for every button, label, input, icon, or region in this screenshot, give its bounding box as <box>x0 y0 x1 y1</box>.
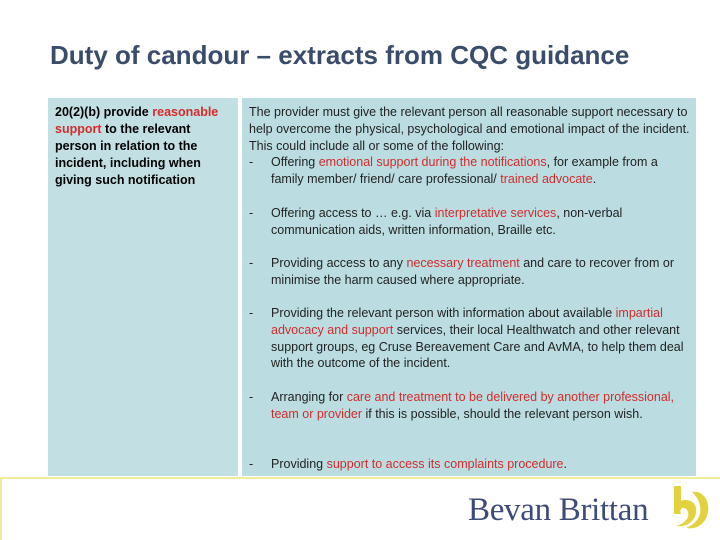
bullet-dash: - <box>249 155 254 169</box>
list-item-highlight: emotional support during the notifications <box>318 155 547 169</box>
brand-logo-text: Bevan Brittan <box>468 492 649 528</box>
list-item-text: . <box>592 171 597 186</box>
list-item-text: if this is possible, should the relevant person wish. <box>362 406 643 421</box>
bullet-dash: - <box>249 306 254 320</box>
list-item <box>249 205 689 239</box>
regulation-text <box>55 104 235 189</box>
list-item-text: Offering <box>271 155 319 169</box>
bullet-dash: - <box>249 206 254 220</box>
list-item-highlight: interpretative services <box>434 206 557 220</box>
list-item-highlight: necessary treatment <box>406 256 520 270</box>
list-item-highlight: trained advocate <box>500 171 593 186</box>
list-item-text: Arranging for <box>271 390 347 404</box>
list-item-text: , for example from a family member/ friend/ care professional/ <box>271 155 658 186</box>
guidance-cell <box>242 98 696 476</box>
regulation-text-part: to the relevant person in relation to the incident, including when giving such notification <box>55 122 201 187</box>
guidance-table <box>48 98 696 476</box>
list-item-highlight: care and treatment to be delivered by another professional, team or provider <box>271 390 675 421</box>
list-item-text: Providing <box>271 457 327 471</box>
regulation-highlight: reasonable support <box>55 105 219 136</box>
slide-title: Duty of candour – extracts from CQC guidance <box>50 40 630 70</box>
list-item <box>249 305 689 372</box>
footer-divider <box>0 477 720 479</box>
list-item-text: Offering access to … e.g. via <box>271 206 435 220</box>
brand-logo-icon <box>672 486 712 530</box>
list-item-text: Providing the relevant person with information about available <box>271 306 616 320</box>
list-item-highlight: support to access its complaints procedure <box>326 457 564 471</box>
bullet-dash: - <box>249 256 254 270</box>
regulation-text-part: 20(2)(b) provide <box>55 105 153 119</box>
bullet-dash: - <box>249 457 254 471</box>
list-item-text: , non-verbal communication aids, written information, Braille etc. <box>271 206 623 237</box>
regulation-cell <box>48 98 238 476</box>
list-item-text: services, their local Healthwatch and other relevant support groups, eg Cruse Bereavement Care and AvMA, to help them deal with the outcome of the incident. <box>271 322 684 371</box>
list-item <box>249 154 689 188</box>
list-item-text: . <box>563 457 567 471</box>
list-item <box>249 456 689 473</box>
bullet-dash: - <box>249 390 254 404</box>
list-item <box>249 389 689 423</box>
footer-edge <box>0 477 2 540</box>
list-item-text: Providing access to any <box>271 256 407 270</box>
list-item-highlight: impartial advocacy and support <box>271 306 663 337</box>
list-item-text: and care to recover from or minimise the harm caused where appropriate. <box>271 256 674 287</box>
list-item <box>249 255 689 289</box>
guidance-intro: The provider must give the relevant person all reasonable support necessary to help overcome the physical, psychological and emotional impact of the incident. This could include all or some of the following: <box>249 105 690 153</box>
